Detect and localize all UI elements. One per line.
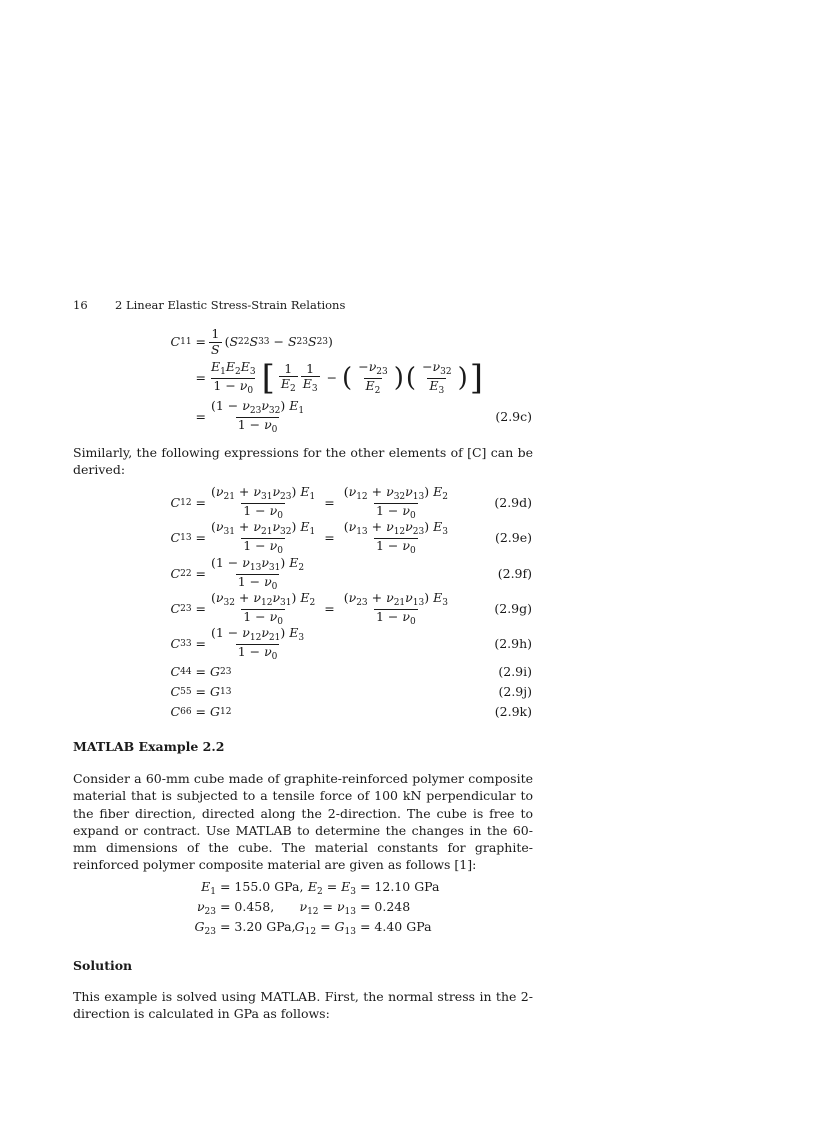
equation-tag: (2.9h) xyxy=(494,636,532,652)
equation-c66: C 66 = G 12 (2.9k) xyxy=(0,702,816,722)
example-heading: MATLAB Example 2.2 xyxy=(73,739,225,754)
e2-e3-value: = 12.10 GPa xyxy=(359,879,440,894)
example-body: Consider a 60-mm cube made of graphite-reinforced polymer composite material that is subjected to a tensile force of 100 kN perpendicular to the fiber direction, directed along the 2-direction. The cube is free to expand or contract. Use MATLAB to determine the changes in the 60-mm dimensions of the cube. The material constants for graphite-reinforced polymer composite material are given as follows [1]: xyxy=(73,771,533,873)
equation-tag: (2.9k) xyxy=(494,704,532,720)
page-number: 16 xyxy=(73,298,88,312)
g12-g13-value: = 4.40 GPa xyxy=(359,919,432,934)
running-header xyxy=(73,298,533,314)
equation-c33: C 33 = $\frac{(1 - \nu_{12}\nu_{21}) E_3}{1 - \nu_0}$ (2.9h) xyxy=(170,625,532,662)
equation-tag: (2.9c) xyxy=(495,409,532,425)
material-row-1: $E_1$ = 155.0 GPa, $E_2 = E_3$ = 12.10 GPa xyxy=(201,879,440,897)
equation-tag: (2.9e) xyxy=(494,530,532,546)
running-title: 2 Linear Elastic Stress-Strain Relations xyxy=(115,298,346,312)
solution-body: This example is solved using MATLAB. First, the normal stress in the 2-direction is calculated in GPa as follows: xyxy=(73,989,533,1022)
equation-tag: (2.9f) xyxy=(497,566,532,582)
nu12-nu13-value: = 0.248 xyxy=(359,899,411,914)
solution-heading: Solution xyxy=(73,958,133,973)
g23-value: = 3.20 GPa, xyxy=(219,919,296,934)
equation-c44: C 44 = G 23 (2.9i) xyxy=(0,662,816,682)
paragraph-similarly: Similarly, the following expressions for the other elements of [C] can be derived: xyxy=(73,445,533,478)
equation-tag: (2.9d) xyxy=(494,495,532,511)
equation-c23: C 23 = $\frac{(\nu_{32} + \nu_{12}\nu_{31}) E_2}{1 - \nu_0}$ = $\frac{(\nu_{23} + \nu_{21}\nu_{13}) E_3}{1 - \nu_0}$ (2.9g) xyxy=(170,590,532,627)
equation-c22: C 22 = $\frac{(1 - \nu_{13}\nu_{31}) E_2}{1 - \nu_0}$ (2.9f) xyxy=(170,555,532,592)
equation-c11-line2: = $\frac{E_1E_2E_3}{1 - \nu_0}$ [ $\frac{1}{E_2}$ $\frac{1}{E_3}$ − ( $\frac{-\nu_{23}}{E_2}$ ) ( $\frac{-\nu_{32}}{E_3}$ ) ] xyxy=(195,358,484,398)
nu23-value: = 0.458, xyxy=(219,899,275,914)
equation-tag: (2.9j) xyxy=(498,684,532,700)
equation-c55: C 55 = G 13 (2.9j) xyxy=(0,682,816,702)
equation-c11-line3: = $\frac{(1 - \nu_{23}\nu_{32}) E_1}{1 - \nu_0}$ (2.9c) xyxy=(195,398,532,435)
equation-c11-line1: C 11 = $\frac{1}{S}$ ( S 22 S 33 − S 23 S 23 ) xyxy=(170,326,333,357)
equation-tag: (2.9i) xyxy=(498,664,532,680)
equation-c13: C 13 = $\frac{(\nu_{31} + \nu_{21}\nu_{32}) E_1}{1 - \nu_0}$ = $\frac{(\nu_{13} + \nu_{12}\nu_{23}) E_3}{1 - \nu_0}$ (2.9e) xyxy=(170,519,532,556)
e1-value: = 155.0 GPa, xyxy=(219,879,304,894)
equation-c12: C 12 = $\frac{(\nu_{21} + \nu_{31}\nu_{23}) E_1}{1 - \nu_0}$ = $\frac{(\nu_{12} + \nu_{32}\nu_{13}) E_2}{1 - \nu_0}$ (2.9d) xyxy=(170,484,532,521)
equation-tag: (2.9g) xyxy=(494,601,532,617)
material-row-2: $\nu_{23}$ = 0.458, $\nu_{12} = \nu_{13}$ = 0.248 xyxy=(196,899,411,917)
material-row-3: $G_{23}$ = 3.20 GPa, $G_{12} = G_{13}$ = 4.40 GPa xyxy=(194,919,432,937)
